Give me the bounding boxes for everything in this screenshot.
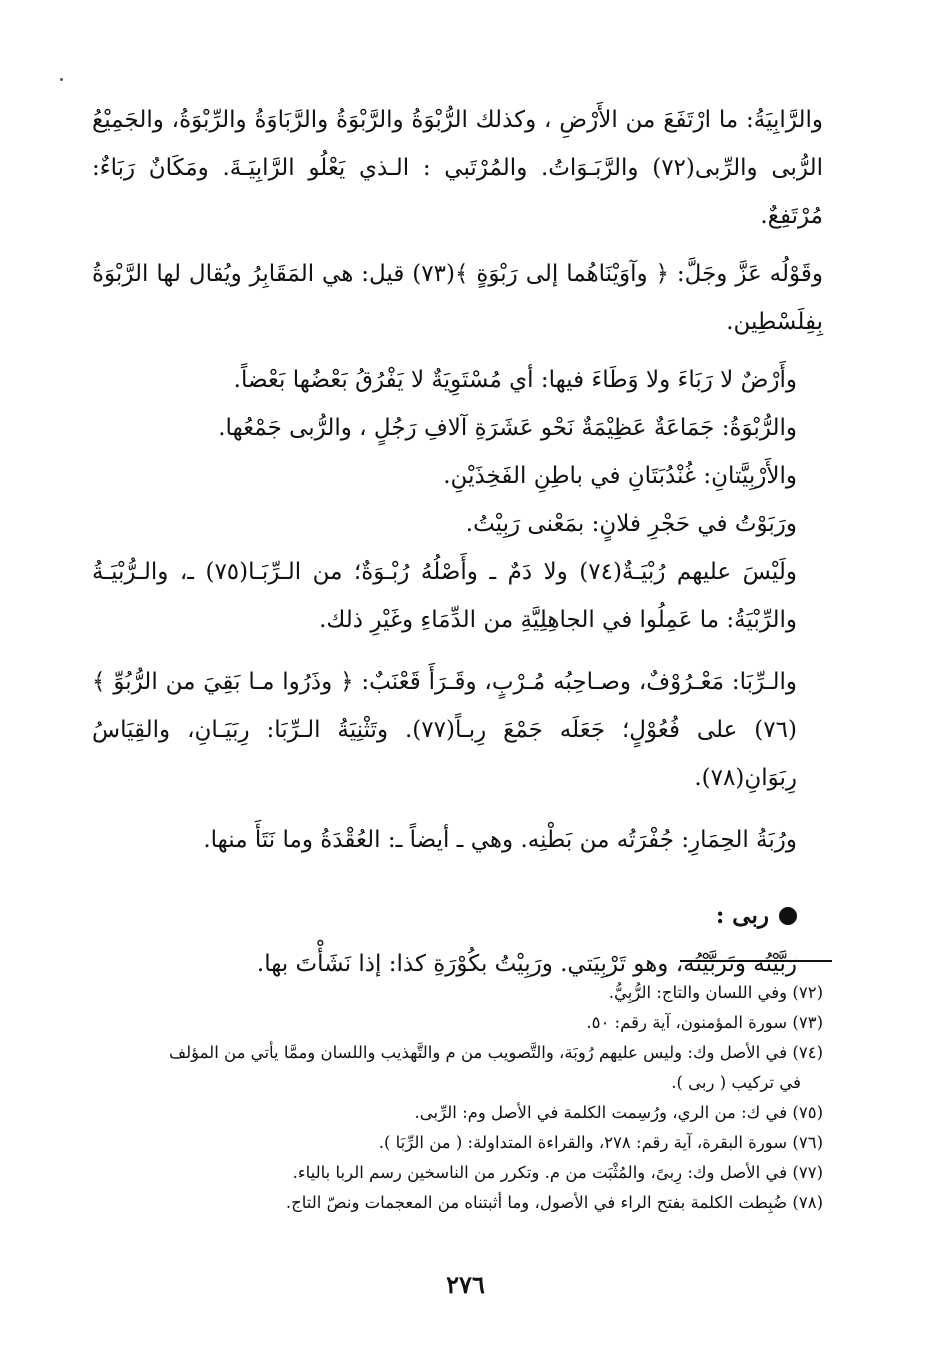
footnotes	[92, 978, 823, 1218]
paragraph-rabiya: والرَّابِيَةُ: ما ارْتَفَعَ من الأَرْضِ ، وكذلك الرُّبْوَةُ والرَّبْوَةُ والرَّبَاوَةُ والرِّبْوَةُ، والجَمِيْعُ الرُّبى والرِّبى(٧٢) والرَّبَـوَاتُ. والمُرْتَبي : الـذي يَعْلُو الرَّابِيَـةَ. ومَكَانٌ رَبَاءٌ: مُرْتَفِعٌ.	[92, 107, 824, 229]
footnote-76: (٧٦) سورة البقرة، آية رقم: ٢٧٨، والقراءة المتداولة: ( من الرِّبَا ).	[378, 1133, 823, 1152]
paragraph-ard: وأَرْضٌ لا رَبَاءَ ولا وَطَاءَ فيها: أي مُسْتَوِيَةٌ لا يَفْرُقُ بَعْضُها بَعْضاً.	[233, 367, 797, 393]
page-number: ٢٧٦	[446, 1270, 485, 1299]
entry-heading-text: ربى :	[715, 902, 769, 929]
main-text	[92, 96, 823, 988]
entry-heading	[92, 892, 823, 940]
paragraph-riba: والـرِّبَا: مَعْـرُوْفٌ، وصـاحِبُه مُـرْبٍ، وقَـرَأَ قَعْنَبٌ: ﴿ وذَرُوا مـا بَقِيَ من الرُّبُوِّ ﴾(٧٦) على فُعُوْلٍ؛ جَعَلَه جَمْعَ رِبـاً(٧٧). وتَثْنِيَةُ الـرِّبَا: رِبَيَـانِ، والقِيَاسُ رِبَوَانِ(٧٨).	[92, 669, 797, 791]
paragraph-rubat-alhimar: ورُبَةُ الحِمَارِ: جُفْرَتُه من بَطْنِه. وهي ـ أيضاً ـ: العُقْدَةُ وما نَتَأَ منها.	[203, 827, 797, 853]
footnote-75: (٧٥) في ك: من الري، ورُسِمت الكلمة في الأصل وم: الرِّبى.	[414, 1103, 823, 1122]
paragraph-quran-verse: وقَوْلُه عَزَّ وجَلَّ: ﴿ وآوَيْنَاهُما إلى رَبْوَةٍ ﴾(٧٣) قيل: هي المَقَابِرُ ويُقال لها الرَّبْوَةُ بِفِلَسْطِين.	[92, 261, 823, 335]
footnote-74-continued: في تركيب ( ربى ).	[671, 1073, 801, 1092]
paragraph-arbiyyatan: والأَرْبِيَّتانِ: غُنْدُبَتَانِ في باطِنِ الفَخِذَيْنِ.	[443, 463, 797, 489]
paragraph-rubwa: والرُّبْوَةُ: جَمَاعَةٌ عَظِيْمَةٌ نَحْو عَشَرَةِ آلافِ رَجُلٍ ، والرُّبى جَمْعُها.	[218, 415, 797, 441]
footnote-74: (٧٤) في الأصل وك: وليس عليهم رُوبَة، والتَّصويب من م والتَّهذيب واللسان وممَّا يأتي من المؤلف	[169, 1043, 823, 1062]
speck	[60, 78, 63, 81]
footnote-77: (٧٧) في الأصل وك: رِبىً، والمُثْبَت من م. وتكرر من الناسخين رسم الربا بالياء.	[292, 1163, 823, 1182]
footnote-72: (٧٢) وفي اللسان والتاج: الرُّبِيُّ.	[608, 983, 823, 1002]
footnote-78: (٧٨) ضُبِطت الكلمة بفتح الراء في الأصول، وما أثبتناه من المعجمات ونصّ التاج.	[285, 1193, 823, 1212]
footnote-divider	[680, 960, 832, 962]
bullet-icon	[779, 907, 797, 925]
paragraph-rabbaytuh: رَبَّيْتُه وتَرَبَّيْتُه، وهو تَرْبِيَتي. ورَبِيْتُ بكُوْرَةِ كذا: إذا نَشَأْتَ بها.	[256, 951, 797, 977]
footnote-73: (٧٣) سورة المؤمنون، آية رقم: ٥٠.	[586, 1013, 823, 1032]
paragraph-rabawtu: ورَبَوْتُ في حَجْرِ فلانٍ: بمَعْنى رَبِيْتُ.	[465, 511, 797, 537]
paragraph-rubya: ولَيْسَ عليهم رُبْيَـةٌ(٧٤) ولا دَمٌ ـ وأَصْلُهُ رُبْـوَةٌ؛ من الـرِّبَـا(٧٥) ـ، والـرُّبْيَـةُ والرِّبْيَةُ: ما عَمِلُوا في الجاهِلِيَّةِ من الدِّمَاءِ وغَيْرِ ذلك.	[92, 559, 797, 633]
